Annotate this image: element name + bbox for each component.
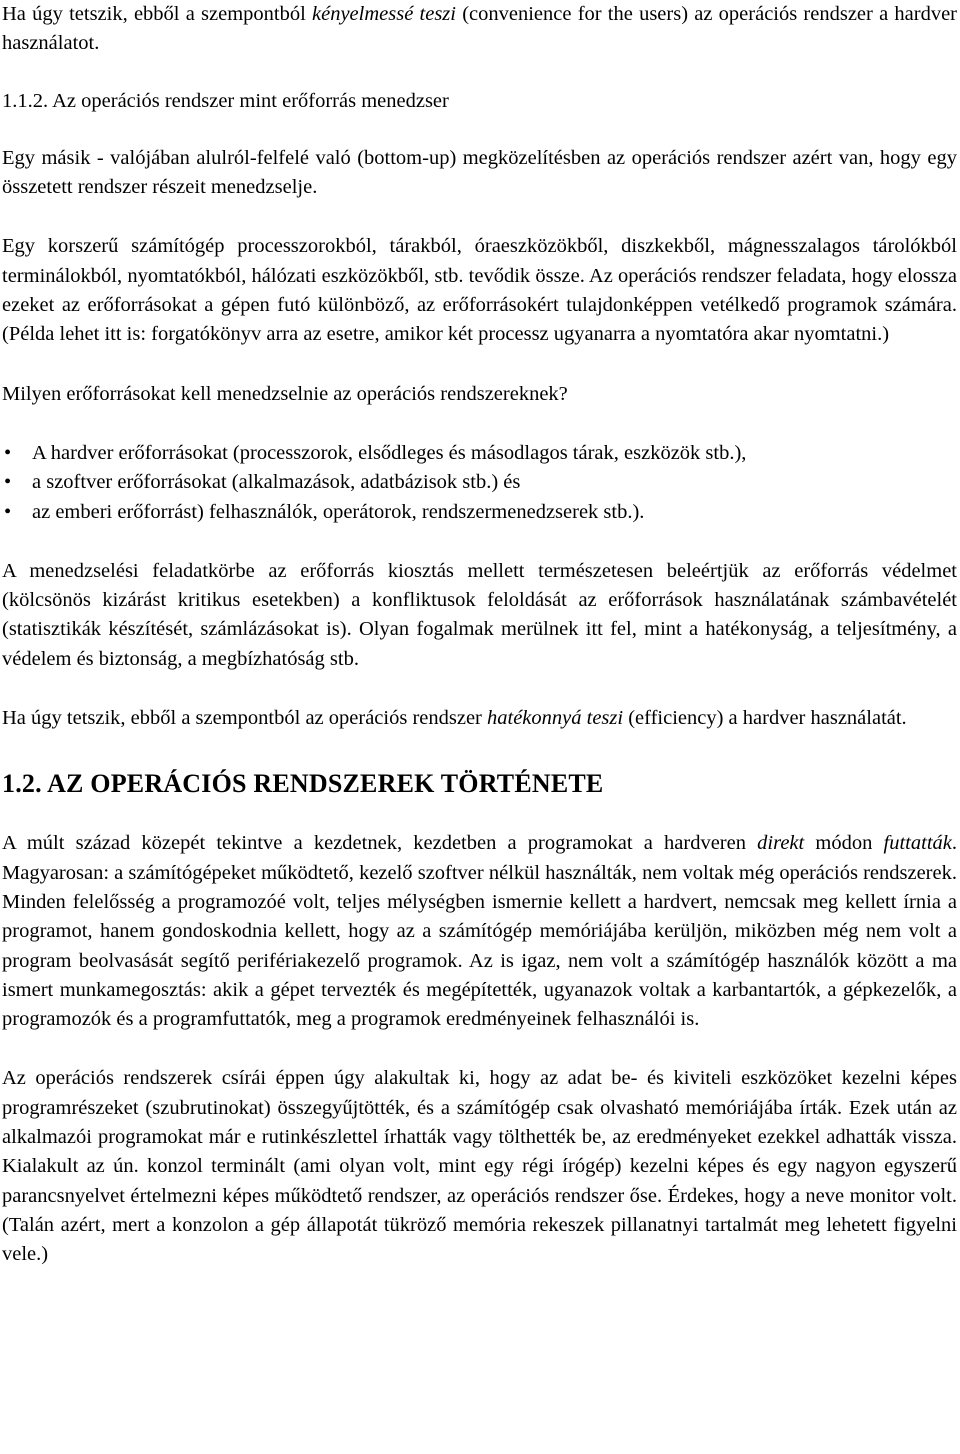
paragraph-csirai: Az operációs rendszerek csírái éppen úgy alakultak ki, hogy az adat be- és kiviteli eszközöket kezelni képes programrészeket (szubrutinokat) összegyűjtötték, és a számítógép csak olvasható memóriájába írták. Ezek után az alkalmazói programokat már e rutinkészlettel írhatták vagy tölthették be, az eredményeket ezekkel adhatták vissza. Kialakult az ún. konzol terminált (ami olyan volt, mint egy régi írógép) kezelni képes és egy nagyon egyszerű parancsnyelvet értelmezni képes működtető rendszer, az operációs rendszer őse. Érdekes, hogy a neve monitor volt. (Talán azért, mert a konzolon a gép állapotát tükröző memória rekeszek pillanatnyi tartalmát meg lehetett figyelni vele.) [2,1067,957,1266]
text-run: . Magyarosan: a számítógépeket működtető, kezelő szoftver nélkül használták, nem voltak még operációs rendszerek. Minden felelősség a programozóé volt, teljes mélységben ismernie kellett a hardvert, nemcsak meg kellett írnia a programot, hanem gondoskodnia kellett, hogy az a számítógép memóriájába kerüljön, miközben még nem volt a program beolvasását segítő perifériakezelő programok. Az is igaz, nem volt a számítógép használók között a ma ismert munkamegosztás: akik a gépet tervezték és megépítették, ugyanazok voltak a karbantartók, a gépkezelők, a programozók és a programfuttatók, meg a programok eredményeinek felhasználói is. [2,832,957,1031]
paragraph-intro [2,0,957,59]
section-number: 1.2. [2,769,42,799]
bullet-icon: • [4,500,12,523]
paragraph-milyen: Milyen erőforrásokat kell menedzselnie az operációs rendszereknek? [2,382,568,405]
section-title: AZ OPERÁCIÓS RENDSZEREK TÖRTÉNETE [47,769,604,799]
section-number: 1.1.2. [2,89,49,112]
list-item [2,498,957,527]
section-heading-1-2 [2,767,957,801]
paragraph-menedzselesi: A menedzselési feladatkörbe az erőforrás kiosztás mellett természetesen beleértjük az erőforrás védelmet (kölcsönös kizárást kritikus esetekben) a konfliktusok feloldását az erőforrások használatának számbavételét (statisztikák készítését, számlázásokat is). Olyan fogalmak merülnek itt fel, mint a hatékonyság, a teljesítmény, a védelem és biztonság, a megbízhatóság stb. [2,559,957,670]
text-run: módon [804,832,884,855]
section-title: Az operációs rendszer mint erőforrás menedzser [52,89,449,112]
list-item-text: A hardver erőforrásokat (processzorok, elsődleges és másodlagos tárak, eszközök stb.), [32,441,747,464]
list-item [2,468,957,497]
paragraph-mult [2,829,957,1034]
emphasis-text: direkt [757,832,805,855]
emphasis-text: futtatták [883,832,952,855]
list-item [2,439,957,468]
text-run: (convenience for the users) az operációs rendszer a hardver használatot. [2,3,957,55]
emphasis-text: hatékonnyá teszi [487,707,624,730]
paragraph-korszeru: Egy korszerű számítógép processzorokból, tárakból, óraeszközökből, diszkekből, mágnesszalagos tárolókból terminálokból, nyomtatókból, hálózati eszközökből, stb. tevődik össze. Az operációs rendszer feladata, hogy elossza ezeket az erőforrásokat a gépen futó különböző, az erőforrásokért tulajdonképpen vetélkedő programok számára. (Példa lehet itt is: forgatókönyv arra az esetre, amikor két processz ugyanarra a nyomtatóra akar nyomtatni.) [2,235,957,346]
text-run: Ha úgy tetszik, ebből a szempontból [2,3,313,25]
section-heading-1-1-2 [2,87,957,116]
list-item-text: a szoftver erőforrásokat (alkalmazások, adatbázisok stb.) és [32,471,521,494]
paragraph-hatekonny [2,704,957,733]
paragraph-masik: Egy másik - valójában alulról-felfelé való (bottom-up) megközelítésben az operációs rendszer azért van, hogy egy összetett rendszer részeit menedzselje. [2,146,957,199]
list-item-text: az emberi erőforrást) felhasználók, operátorok, rendszermenedzserek stb.). [32,500,645,523]
resource-list [2,439,957,527]
text-run: (efficiency) a hardver használatát. [623,707,907,730]
emphasis-text: kényelmessé teszi [312,3,456,25]
text-run: Ha úgy tetszik, ebből a szempontból az operációs rendszer [2,707,487,730]
bullet-icon: • [4,441,12,464]
text-run: A múlt század közepét tekintve a kezdetnek, kezdetben a programokat a hardveren [2,832,758,855]
bullet-icon: • [4,471,12,494]
